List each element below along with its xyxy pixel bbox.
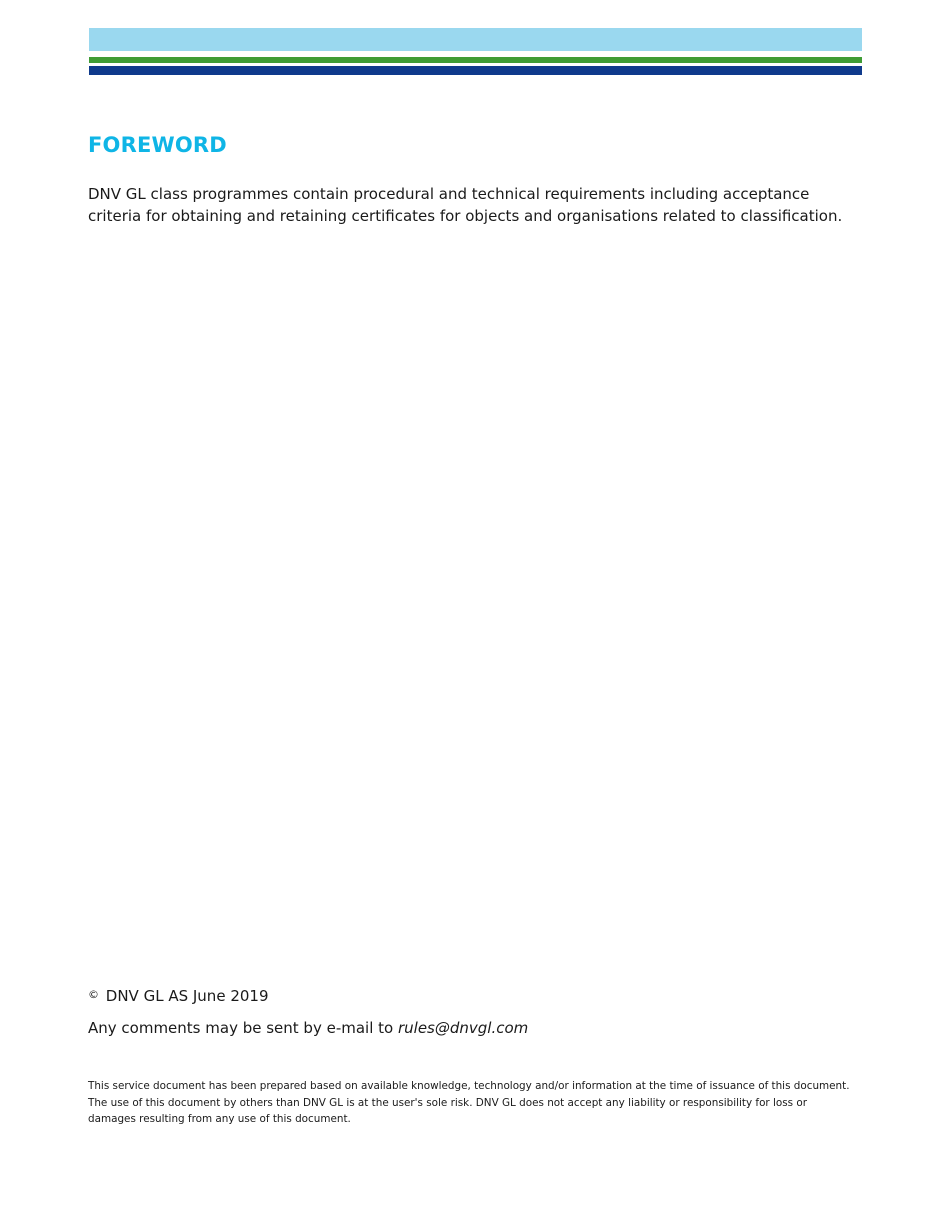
header-band-navy <box>89 66 862 75</box>
comments-email-link[interactable]: rules@dnvgl.com <box>397 1019 529 1037</box>
header-band-light-blue <box>89 28 862 51</box>
header-band-green <box>89 57 862 63</box>
copyright-symbol: © <box>88 988 99 1001</box>
foreword-text: DNV GL class programmes contain procedural and technical requirements including acceptance criteria for obtaining and retaining certificates for objects and organisations related to classification. <box>88 185 843 225</box>
comments-line <box>88 1019 528 1037</box>
comments-prefix: Any comments may be sent by e-mail to <box>88 1019 394 1037</box>
disclaimer-text: This service document has been prepared based on available knowledge, technology and/or information at the time of issuance of this document. The use of this document by others than DNV GL is at the user's sole risk. DNV GL does not accept any liability or responsibility for loss or damages resulting from any use of this document. <box>88 1080 850 1125</box>
foreword-title: FOREWORD <box>88 133 227 157</box>
copyright-line <box>88 987 269 1005</box>
copyright-text: DNV GL AS June 2019 <box>105 987 269 1005</box>
